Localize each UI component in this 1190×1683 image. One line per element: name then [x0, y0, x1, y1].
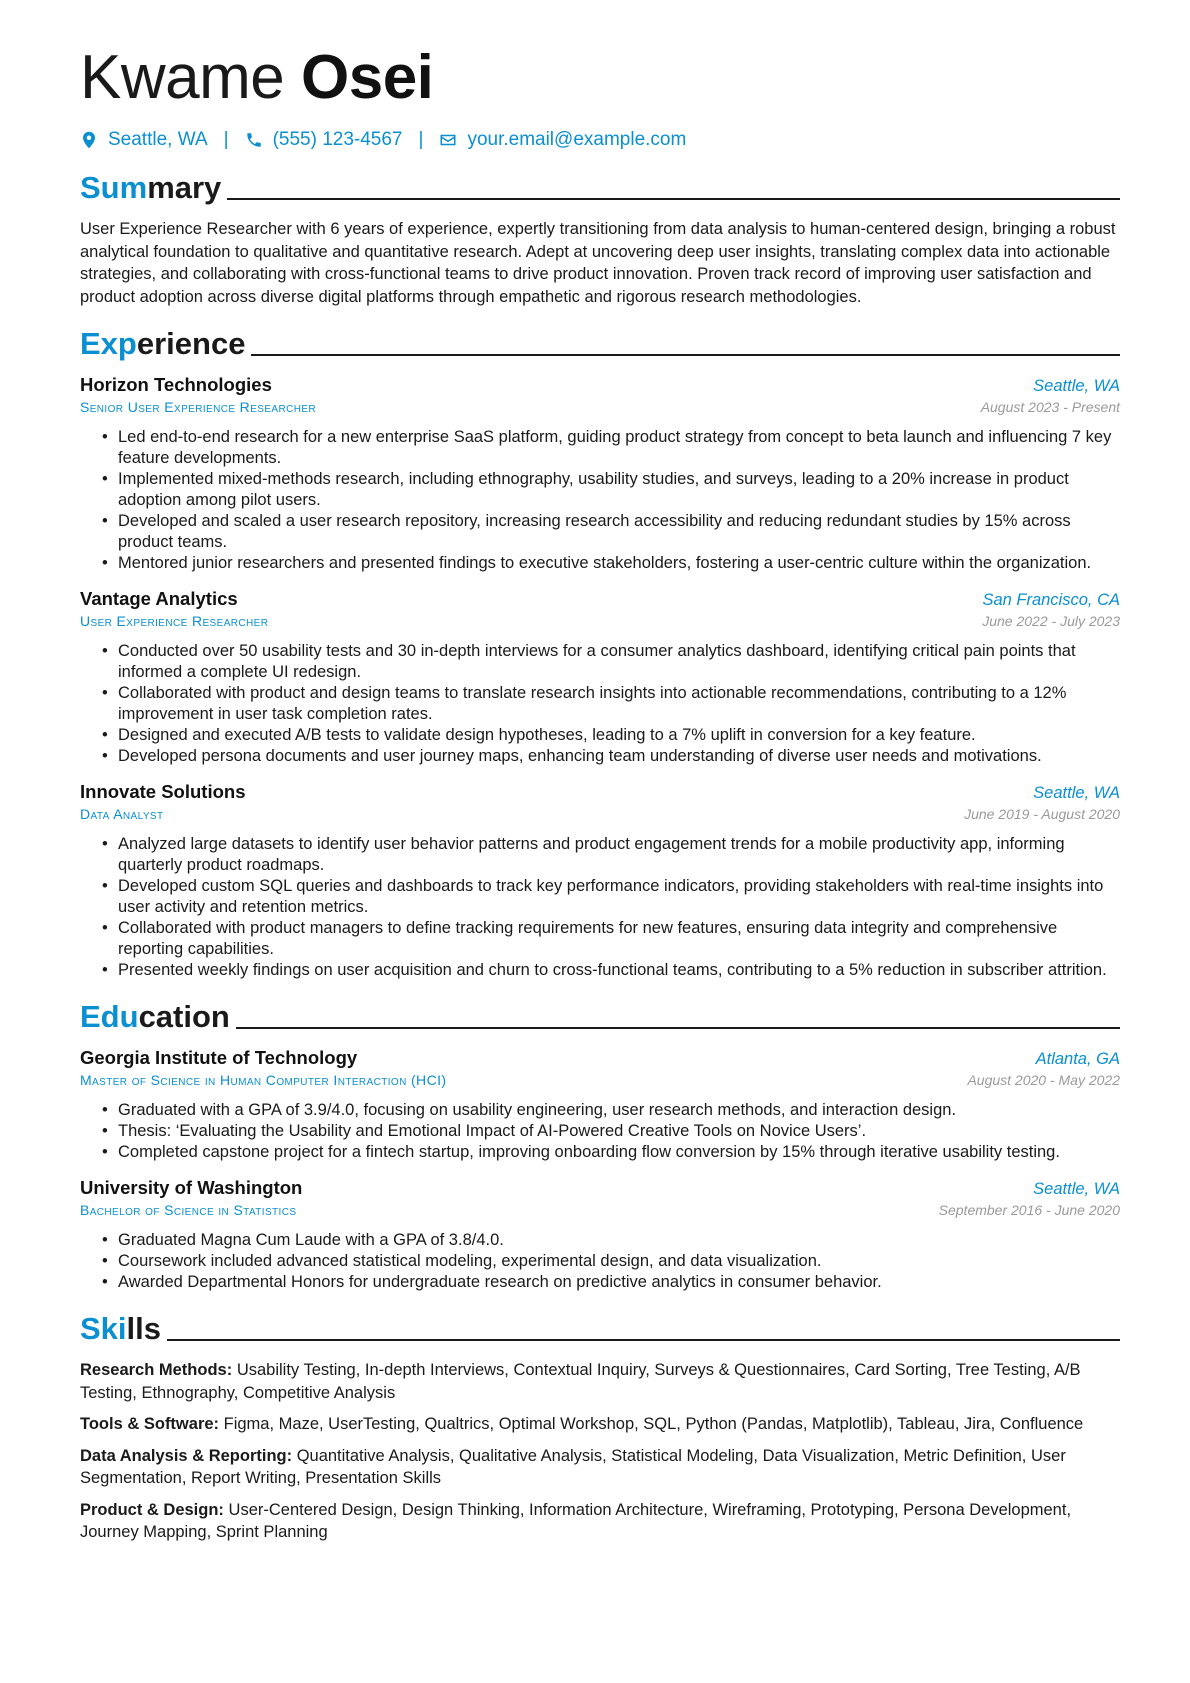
bullet-item: • Implemented mixed-methods research, including ethnography, usability studies, and surveys, leading to a 20% increase in product adoption among pilot users. — [118, 469, 1120, 511]
bullet-item: • Mentored junior researchers and presented findings to executive stakeholders, fostering a user-centric culture within the organization. — [118, 553, 1120, 574]
contact-separator: | — [223, 129, 229, 150]
skill-list: Figma, Maze, UserTesting, Qualtrics, Optimal Workshop, SQL, Python (Pandas, Matplotlib), Tableau, Jira, Confluence — [223, 1415, 1084, 1433]
last-name: Osei — [300, 43, 434, 112]
bullet-item: • Developed persona documents and user journey maps, enhancing team understanding of diverse user needs and motivations. — [118, 746, 1120, 767]
skill-row — [80, 1445, 1120, 1490]
bullet-list — [80, 1100, 1120, 1163]
entry-location: Seattle, WA — [1033, 784, 1120, 802]
contact-line — [80, 128, 1120, 152]
skill-category: Data Analysis & Reporting: — [80, 1446, 293, 1465]
entry-location: Seattle, WA — [1033, 1180, 1120, 1198]
bullet-list — [80, 834, 1120, 981]
degree-title: Master of Science in Human Computer Interaction (HCI) — [80, 1072, 447, 1088]
entry-location: Seattle, WA — [1033, 377, 1120, 395]
bullet-item: • Graduated Magna Cum Laude with a GPA of 3.8/4.0. — [118, 1230, 1120, 1251]
bullet-item: • Coursework included advanced statistical modeling, experimental design, and data visualization. — [118, 1251, 1120, 1272]
experience-entry — [80, 781, 1120, 981]
employer-name: Horizon Technologies — [80, 374, 272, 395]
envelope-icon — [439, 131, 457, 149]
summary-text: User Experience Researcher with 6 years of experience, expertly transitioning from data analysis to human-centered design, bringing a robust analytical foundation to qualitative and quantitative research. Adept at uncovering deep user insights, translating complex data into actionable strategies, and collaborating with cross-functional teams to drive product innovation. Proven track record of improving user satisfaction and product adoption across diverse digital platforms through empathetic and rigorous research methodologies. — [80, 220, 1116, 306]
phone-icon — [245, 131, 263, 149]
entry-dates: September 2016 - June 2020 — [938, 1202, 1120, 1218]
education-heading — [80, 995, 1120, 1035]
section-rule — [227, 198, 1120, 200]
skill-category: Product & Design: — [80, 1500, 224, 1519]
employer-name: Vantage Analytics — [80, 588, 238, 609]
degree-title: Bachelor of Science in Statistics — [80, 1202, 297, 1218]
section-rule — [167, 1339, 1120, 1341]
school-name: Georgia Institute of Technology — [80, 1047, 358, 1068]
school-name: University of Washington — [80, 1177, 303, 1198]
bullet-item: • Conducted over 50 usability tests and 30 in-depth interviews for a consumer analytics dashboard, identifying critical pain points that informed a complete UI redesign. — [118, 641, 1120, 683]
bullet-item: • Thesis: ‘Evaluating the Usability and Emotional Impact of AI-Powered Creative Tools on Novice Users’. — [118, 1121, 1120, 1142]
bullet-item: • Graduated with a GPA of 3.9/4.0, focusing on usability engineering, user research methods, and interaction design. — [118, 1100, 1120, 1121]
skill-row — [80, 1499, 1120, 1544]
bullet-item: • Presented weekly findings on user acquisition and churn to cross-functional teams, contributing to a 5% reduction in subscriber attrition. — [118, 960, 1120, 981]
candidate-name — [80, 38, 1120, 118]
experience-heading — [80, 322, 1120, 362]
bullet-item: • Designed and executed A/B tests to validate design hypotheses, leading to a 7% uplift in conversion for a key feature. — [118, 725, 1120, 746]
education-entry — [80, 1177, 1120, 1293]
skill-row — [80, 1359, 1120, 1404]
skill-list: Usability Testing, In-depth Interviews, Contextual Inquiry, Surveys & Questionnaires, Card Sorting, Tree Testing, A/B Testing, Ethnography, Competitive Analysis — [80, 1361, 1081, 1402]
entry-dates: August 2020 - May 2022 — [967, 1072, 1120, 1088]
skills-heading — [80, 1307, 1120, 1347]
section-title: Education — [80, 999, 230, 1034]
bullet-list — [80, 641, 1120, 767]
section-title: Summary — [80, 170, 222, 205]
entry-dates: June 2022 - July 2023 — [982, 613, 1120, 629]
bullet-item: • Led end-to-end research for a new enterprise SaaS platform, guiding product strategy from concept to beta launch and influencing 7 key feature developments. — [118, 427, 1120, 469]
section-title: Skills — [80, 1311, 161, 1346]
bullet-list — [80, 1230, 1120, 1293]
entry-location: Atlanta, GA — [1035, 1050, 1120, 1068]
section-rule — [251, 354, 1120, 356]
bullet-item: • Completed capstone project for a fintech startup, improving onboarding flow conversion by 15% through iterative usability testing. — [118, 1142, 1120, 1163]
summary-heading — [80, 166, 1120, 206]
bullet-item: • Collaborated with product managers to define tracking requirements for new features, ensuring data integrity and comprehensive reporting capabilities. — [118, 918, 1120, 960]
contact-location — [80, 129, 208, 151]
section-rule — [236, 1027, 1120, 1029]
contact-separator: | — [418, 129, 424, 150]
bullet-list — [80, 427, 1120, 574]
bullet-item: • Awarded Departmental Honors for undergraduate research on predictive analytics in consumer behavior. — [118, 1272, 1120, 1293]
bullet-item: • Collaborated with product and design teams to translate research insights into actionable recommendations, contributing to a 12% improvement in user task completion rates. — [118, 683, 1120, 725]
skill-category: Tools & Software: — [80, 1415, 220, 1433]
job-title: Data Analyst — [80, 806, 164, 822]
job-title: User Experience Researcher — [80, 613, 269, 629]
location-text: Seattle, WA — [108, 129, 208, 150]
skill-category: Research Methods: — [80, 1361, 233, 1379]
email-text[interactable]: your.email@example.com — [467, 129, 687, 150]
job-title: Senior User Experience Researcher — [80, 399, 317, 415]
experience-entry — [80, 588, 1120, 767]
entry-dates: June 2019 - August 2020 — [964, 806, 1120, 822]
skill-list: User-Centered Design, Design Thinking, Information Architecture, Wireframing, Prototyping, Persona Development, Journey Mapping, Sprint Planning — [80, 1500, 1072, 1541]
bullet-item: • Developed and scaled a user research repository, increasing research accessibility and reducing redundant studies by 15% across product teams. — [118, 511, 1120, 553]
bullet-item: • Developed custom SQL queries and dashboards to track key performance indicators, providing stakeholders with real-time insights into user activity and retention metrics. — [118, 876, 1120, 918]
employer-name: Innovate Solutions — [80, 781, 246, 802]
section-title: Experience — [80, 326, 246, 361]
contact-phone[interactable] — [245, 129, 403, 151]
phone-text[interactable]: (555) 123-4567 — [272, 129, 403, 150]
experience-entry — [80, 374, 1120, 574]
entry-dates: August 2023 - Present — [980, 399, 1120, 415]
contact-email[interactable] — [439, 129, 686, 151]
first-name: Kwame — [80, 43, 285, 112]
map-pin-icon — [80, 131, 98, 149]
skill-list: Quantitative Analysis, Qualitative Analysis, Statistical Modeling, Data Visualization, Metric Definition, User Segmentation, Report Writing, Presentation Skills — [80, 1446, 1066, 1487]
entry-location: San Francisco, CA — [982, 591, 1120, 609]
education-entry — [80, 1047, 1120, 1163]
bullet-item: • Analyzed large datasets to identify user behavior patterns and product engagement trends for a mobile productivity app, informing quarterly product roadmaps. — [118, 834, 1120, 876]
skill-row — [80, 1413, 1120, 1436]
